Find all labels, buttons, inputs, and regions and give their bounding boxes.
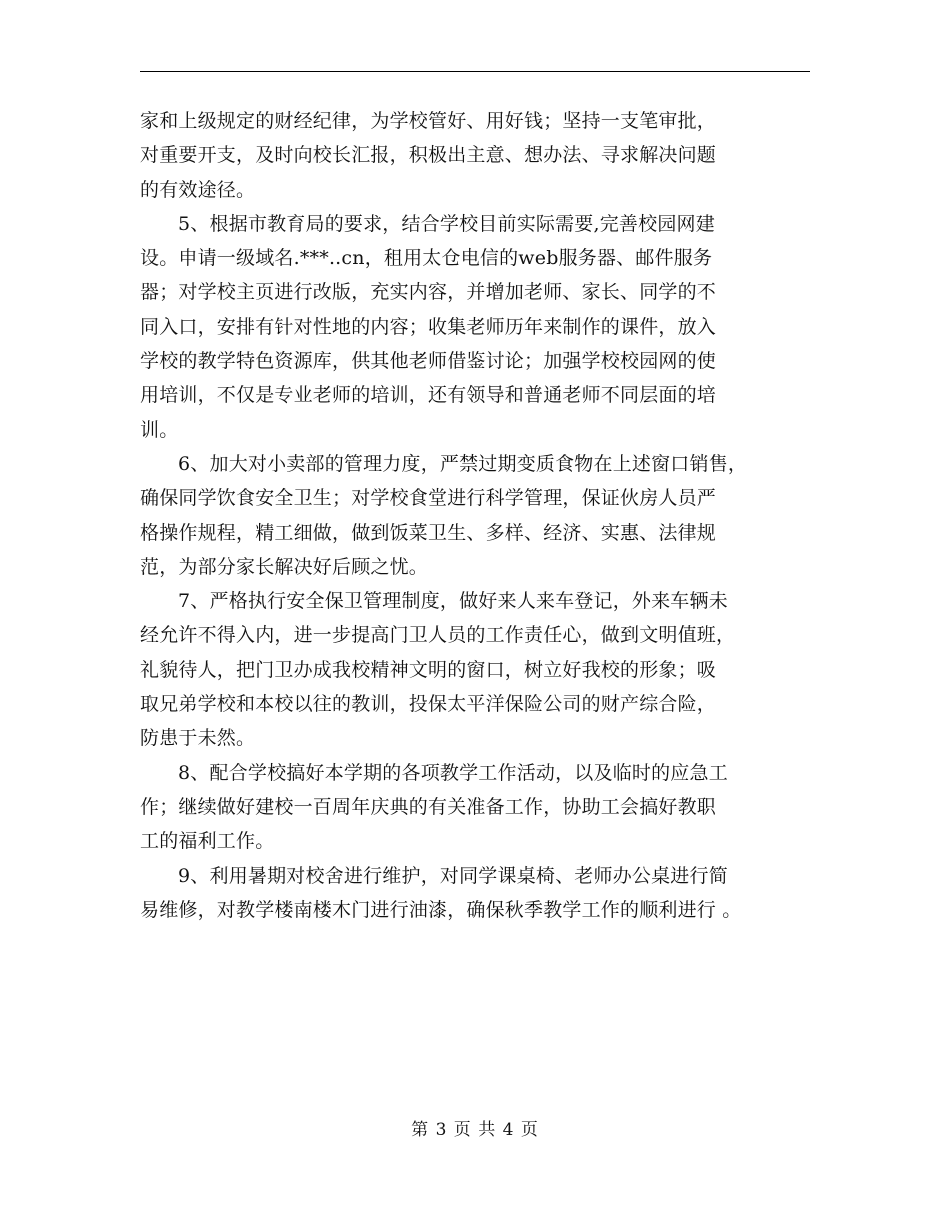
paragraph-continuation — [140, 104, 820, 207]
text-line: 训。 — [140, 418, 179, 441]
text-line: 8、配合学校搞好本学期的各项教学工作活动，以及临时的应急工 — [178, 761, 728, 784]
text-line: 用培训，不仅是专业老师的培训，还有领导和普通老师不同层面的培 — [140, 384, 717, 407]
text-line: 器；对学校主页进行改版，充实内容，并增加老师、家长、同学的不 — [140, 281, 717, 304]
paragraph-item-8 — [140, 756, 820, 859]
text-line: 7、严格执行安全保卫管理制度，做好来人来车登记，外来车辆未 — [178, 590, 728, 613]
text-line: 易维修，对教学楼南楼木门进行油漆，确保秋季教学工作的顺利进行 。 — [140, 898, 742, 921]
paragraph-item-9 — [140, 859, 820, 928]
text-line: 经允许不得入内，进一步提高门卫人员的工作责任心，做到文明值班， — [140, 624, 736, 647]
text-line: 家和上级规定的财经纪律，为学校管好、用好钱；坚持一支笔审批， — [140, 110, 717, 132]
text-line: 对重要开支，及时向校长汇报，积极出主意、想办法、寻求解决问题 — [140, 144, 717, 167]
text-line: 防患于未然。 — [140, 727, 256, 750]
page-number-footer: 第 3 页 共 4 页 — [411, 1120, 539, 1140]
paragraph-item-5 — [140, 207, 820, 447]
text-line: 的有效途径。 — [140, 178, 256, 201]
text-line: 范，为部分家长解决好后顾之忧。 — [140, 555, 429, 578]
text-line: 设。申请一级域名.***..cn，租用太仓电信的web服务器、邮件服务 — [140, 247, 713, 270]
header-rule — [140, 71, 810, 72]
paragraph-item-7 — [140, 584, 820, 755]
text-line: 5、根据市教育局的要求，结合学校目前实际需要,完善校园网建 — [178, 212, 715, 235]
text-line: 同入口，安排有针对性地的内容；收集老师历年来制作的课件，放入 — [140, 315, 717, 338]
text-line: 9、利用暑期对校舍进行维护，对同学课桌椅、老师办公桌进行简 — [178, 864, 728, 887]
text-line: 学校的教学特色资源库，供其他老师借鉴讨论；加强学校校园网的使 — [140, 350, 717, 373]
text-line: 格操作规程，精工细做，做到饭菜卫生、多样、经济、实惠、法律规 — [140, 521, 717, 544]
text-line: 确保同学饮食安全卫生；对学校食堂进行科学管理，保证伙房人员严 — [140, 487, 717, 510]
text-line: 作；继续做好建校一百周年庆典的有关准备工作，协助工会搞好教职 — [140, 795, 717, 818]
text-line: 工的福利工作。 — [140, 830, 275, 853]
text-line: 取兄弟学校和本校以往的教训，投保太平洋保险公司的财产综合险， — [140, 693, 717, 716]
text-line: 礼貌待人，把门卫办成我校精神文明的窗口，树立好我校的形象；吸 — [140, 658, 717, 681]
paragraph-item-6 — [140, 447, 820, 584]
text-line: 6、加大对小卖部的管理力度，严禁过期变质食物在上述窗口销售， — [178, 452, 748, 475]
document-body — [140, 104, 820, 927]
